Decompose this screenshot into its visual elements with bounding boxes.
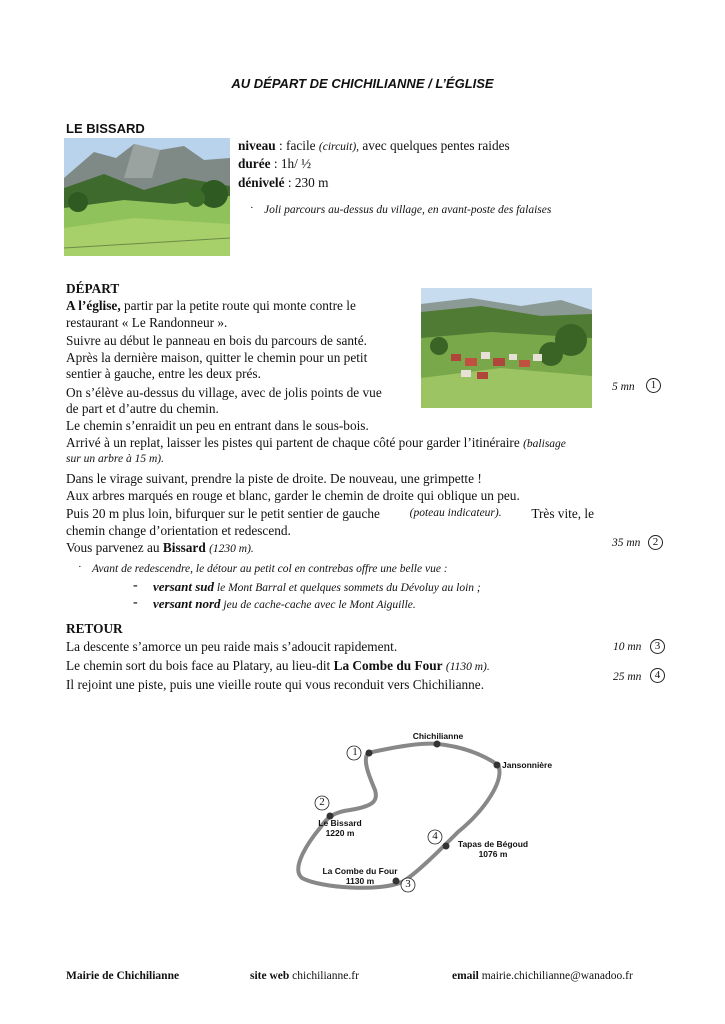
page-title: AU DÉPART DE CHICHILIANNE / L’ÉGLISE (231, 76, 494, 91)
depart-p6-line1 (66, 434, 566, 454)
timing-2-step: 2 (648, 535, 663, 550)
summary-bullet: · (250, 202, 254, 214)
depart-p4-line2: de part et d’autre du chemin. (66, 401, 219, 416)
timing-4-time: 25 mn (613, 671, 642, 683)
depart-p10-a: Vous parvenez au (66, 540, 160, 555)
depart-p1-bold: A l’église, (66, 298, 121, 313)
depart-p9-b: Très vite, le (531, 506, 594, 521)
versant-sud-line (153, 579, 481, 595)
map-label-jansonniere: Jansonnière (502, 760, 553, 770)
start-point (366, 750, 373, 757)
versant-nord-line (153, 596, 416, 612)
depart-p1-rest: partir par la petite route qui monte contre le (120, 298, 356, 313)
retour-line2-note: (1130 m). (445, 661, 490, 673)
retour-line1: La descente s’amorce un peu raide mais s’adoucit rapidement. (66, 639, 398, 654)
depart-p6-note2: sur un arbre à 15 m). (66, 453, 164, 465)
depart-p6-text: Arrivé à un replat, laisser les pistes qui partent de chaque côté pour garder l’itinéraire (66, 435, 520, 450)
depart-p3-line1: Après la dernière maison, quitter le chemin pour un petit (66, 350, 368, 365)
depart-p1-line1 (66, 297, 356, 315)
timing-4-step: 4 (650, 668, 665, 683)
timing-1-time: 5 mn (612, 381, 635, 393)
depart-p8: Aux arbres marqués en rouge et blanc, garder le chemin de droite qui oblique un peu. (66, 488, 520, 503)
retour-line2 (66, 657, 490, 677)
walk-name: LE BISSARD (66, 121, 145, 136)
chichilianne-point (434, 741, 441, 748)
duree-value: : 1h/ ½ (270, 156, 312, 171)
detour-bullet: · (78, 561, 82, 573)
retour-heading: RETOUR (66, 621, 123, 636)
duree-line (238, 155, 311, 173)
map-marker-1: 1 (352, 746, 358, 758)
mountain-meadow-photo (64, 138, 230, 256)
depart-p10-bold: Bissard (162, 540, 206, 555)
depart-p7: Dans le virage suivant, prendre la piste de droite. De nouveau, une grimpette ! (66, 471, 482, 486)
timing-3-step: 3 (650, 639, 665, 654)
niveau-label: niveau (238, 138, 276, 153)
retour-line2-bold: La Combe du Four (333, 658, 443, 673)
timing-1-step: 1 (646, 378, 661, 393)
map-marker-4: 4 (432, 830, 438, 842)
depart-p9-a: Puis 20 m plus loin, bifurquer sur le petit sentier de gauche (66, 506, 380, 521)
depart-p10-note: (1230 m). (209, 543, 254, 555)
depart-p5: Le chemin s’enraidit un peu en entrant dans le sous-bois. (66, 418, 369, 433)
niveau-value: : facile (275, 138, 319, 153)
timing-2-time: 35 mn (612, 537, 641, 549)
footer-email-value[interactable]: mairie.chichilianne@wanadoo.fr (478, 970, 633, 982)
versant-nord-bold: versant nord (153, 596, 221, 611)
depart-p3-line2: sentier à gauche, entre les deux prés. (66, 366, 261, 381)
depart-p6-note1: (balisage (523, 438, 566, 450)
depart-p10 (66, 539, 254, 559)
niveau-note: (circuit), (318, 141, 360, 153)
map-label-bissard-name: Le Bissard (318, 818, 362, 828)
footer-site-label: site web (250, 970, 290, 982)
depart-p1-line2: restaurant « Le Randonneur ». (66, 315, 228, 330)
depart-p2: Suivre au début le panneau en bois du parcours de santé. (66, 333, 367, 348)
depart-p9-note: (poteau indicateur). (409, 507, 502, 519)
timing-3-time: 10 mn (613, 641, 642, 653)
map-label-combe-alt: 1130 m (345, 876, 375, 886)
map-marker-2: 2 (319, 796, 325, 808)
duree-label: durée (238, 156, 271, 171)
depart-p4-line1: On s’élève au-dessus du village, avec de jolis points de vue (66, 385, 382, 400)
retour-line3: Il rejoint une piste, puis une vieille route qui vous reconduit vers Chichilianne. (66, 677, 485, 692)
retour-line2-a: Le chemin sort du bois face au Platary, au lieu-dit (66, 658, 331, 673)
map-marker-3: 3 (405, 878, 411, 890)
dash-sud: - (133, 578, 138, 593)
footer-email (452, 970, 633, 982)
map-label-chichilianne: Chichilianne (412, 731, 464, 741)
footer-email-label: email (452, 970, 479, 982)
depart-heading: DÉPART (66, 281, 120, 296)
walk-summary: Joli parcours au-dessus du village, en avant-poste des falaises (264, 204, 552, 216)
denivele-line (238, 174, 329, 192)
dash-nord: - (133, 595, 138, 610)
map-label-tapas-alt: 1076 m (478, 849, 508, 859)
village-photo (421, 288, 592, 408)
map-label-combe-name: La Combe du Four (322, 866, 398, 876)
versant-sud-rest: le Mont Barral et quelques sommets du Dévoluy au loin ; (214, 582, 481, 594)
denivele-value: : 230 m (284, 175, 329, 190)
footer-site (250, 970, 359, 982)
niveau-line (238, 137, 510, 157)
footer-mairie: Mairie de Chichilianne (66, 970, 180, 982)
niveau-rest: avec quelques pentes raides (359, 138, 510, 153)
footer-site-value[interactable]: chichilianne.fr (289, 970, 359, 982)
versant-nord-rest: jeu de cache-cache avec le Mont Aiguille. (220, 599, 416, 611)
depart-p9-line2: chemin change d’orientation et redescend. (66, 523, 291, 538)
jansonniere-point (494, 762, 501, 769)
map-label-tapas-name: Tapas de Bégoud (457, 839, 529, 849)
versant-sud-bold: versant sud (153, 579, 215, 594)
depart-p9-line1 (66, 505, 594, 523)
detour-text: Avant de redescendre, le détour au petit col en contrebas offre une belle vue : (92, 563, 448, 575)
map-label-bissard-alt: 1220 m (325, 828, 355, 838)
denivele-label: dénivelé (238, 175, 285, 190)
